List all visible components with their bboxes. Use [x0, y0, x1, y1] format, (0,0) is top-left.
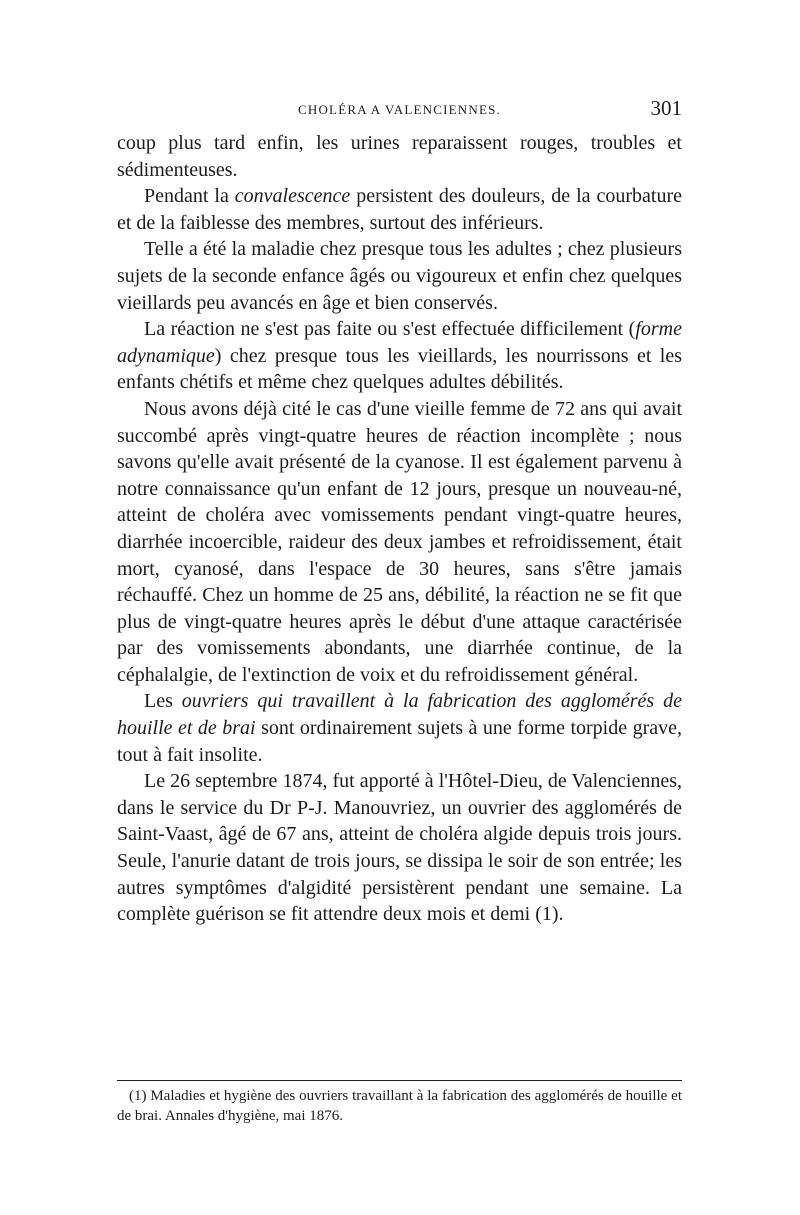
text-span: persistent des douleurs, de la courbature et de la faiblesse des membres, surtout des inférieurs. — [117, 185, 682, 234]
text-span: sont ordinairement sujets à une forme torpide grave, tout à fait insolite. — [117, 717, 682, 766]
footnote — [117, 1086, 682, 1126]
footnote-divider — [117, 1080, 682, 1081]
text-span: La réaction ne s'est pas faite ou s'est effectuée difficilement ( — [144, 318, 636, 341]
text-span: Pendant la — [144, 185, 235, 208]
text-span: Les — [144, 690, 182, 713]
text-span: ) chez presque tous les vieillards, les nourrissons et les enfants chétifs et même chez quelques adultes débilités. — [117, 344, 682, 394]
paragraph-case-1874: Le 26 septembre 1874, fut apporté à l'Hôtel-Dieu, de Valenciennes, dans le service du Dr P-J. Manouvriez, un ouvrier des agglomérés de Saint-Vaast, âgé de 67 ans, atteint de choléra algide depuis trois jours. Seule, l'anurie datant de trois jours, se dissipa le soir de son entrée; les autres symptômes d'algidité persistèrent pendant une semaine. La complète guérison se fit attendre deux mois et demi (1). — [117, 770, 682, 926]
paragraph-cases: Nous avons déjà cité le cas d'une vieille femme de 72 ans qui avait succombé après vingt-quatre heures de réaction incomplète ; nous savons qu'elle avait présenté de la cyanose. Il est également parvenu à notre connaissance qu'un enfant de 12 jours, presque un nouveau-né, atteint de choléra avec vomissements pendant vingt-quatre heures, diarrhée incoercible, raideur des deux jambes et refroidissement, était mort, cyanosé, dans l'espace de 30 heures, sans s'être jamais réchauffé. Chez un homme de 25 ans, débilité, la réaction ne se fit que plus de vingt-quatre heures après le début d'une attaque caractérisée par des vomissements abondants, une diarrhée continue, de la céphalalgie, de l'extinction de voix et du refroidissement général. — [117, 397, 682, 686]
paragraph-convalescence — [117, 183, 682, 236]
page-number: 301 — [650, 96, 682, 120]
paragraph-continuation: coup plus tard enfin, les urines reparaissent rouges, troubles et sédimenteuses. — [117, 132, 682, 181]
paragraph-adynamic-form — [117, 316, 682, 396]
body-text — [117, 130, 682, 928]
italic-term: ouvriers qui travaillent à la fabrication des agglomérés de houille et de brai — [117, 690, 682, 740]
italic-term: convalescence — [234, 185, 351, 208]
paragraph-adults: Telle a été la maladie chez presque tous les adultes ; chez plusieurs sujets de la seconde enfance âgés ou vigoureux et enfin chez quelques vieillards peu avancés en âge et bien conservés. — [117, 238, 682, 314]
footnote-text: (1) Maladies et hygiène des ouvriers travaillant à la fabrication des agglomérés de houille et de brai. Annales d'hygiène, mai 1876. — [117, 1088, 682, 1124]
running-head — [117, 96, 682, 126]
paragraph-workers — [117, 688, 682, 768]
running-title: CHOLÉRA A VALENCIENNES. — [298, 102, 501, 117]
italic-term: forme adynamique — [117, 318, 682, 367]
